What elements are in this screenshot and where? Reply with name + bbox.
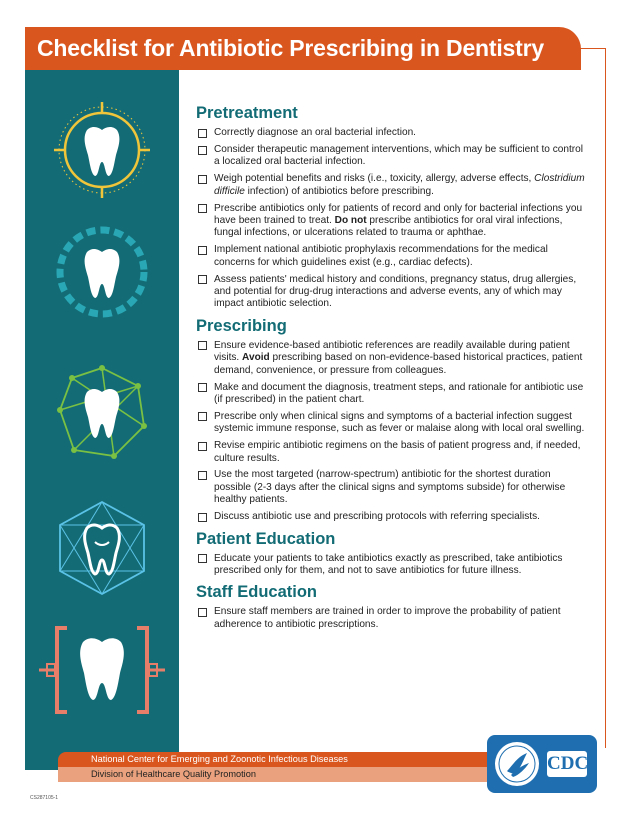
- cdc-logo-text: CDC: [547, 753, 589, 774]
- checkbox-icon: [198, 175, 207, 184]
- frame-line-top: [580, 48, 606, 49]
- checkbox-icon: [198, 513, 207, 522]
- item-text: Prescribe only when clinical signs and symptoms of a bacterial infection suggest systemic immune response, such as fever or malaise along with local oral swelling.: [214, 410, 585, 435]
- checkbox-icon: [198, 246, 207, 255]
- checkbox-icon: [198, 442, 207, 451]
- list-item: [196, 144, 588, 169]
- tooth-compass-icon: [52, 100, 152, 200]
- list-item: [196, 411, 588, 436]
- item-text: Make and document the diagnosis, treatment steps, and rationale for antibiotic use (if prescribed) in the patient chart.: [214, 381, 584, 405]
- list-item: [196, 440, 588, 465]
- list-item: [196, 469, 588, 506]
- bold-text: Do not: [334, 214, 367, 226]
- sidebar: [25, 70, 179, 770]
- list-item: [196, 511, 588, 523]
- checkbox-icon: [198, 129, 207, 138]
- section-heading: Pretreatment: [196, 104, 298, 122]
- item-text: prescribe antibiotics for oral viral infections, fungal infections, or ulcerations related to trauma or aphthae.: [214, 214, 563, 239]
- item-text: Educate your patients to take antibiotics exactly as prescribed, take antibiotics prescribed only for them, and not to save antibiotics for future illness.: [214, 552, 563, 576]
- section-pretreatment: [196, 104, 588, 311]
- list-item: [196, 553, 588, 578]
- list-item: [196, 127, 588, 139]
- checklist-content: [196, 104, 588, 637]
- item-text: Assess patients' medical history and conditions, pregnancy status, drug allergies, and potential for drug-drug interactions and adverse events, any of which may impact antibiotic selection.: [214, 273, 577, 310]
- item-text: Weigh potential benefits and risks (i.e., toxicity, allergy, adverse effects,: [214, 173, 535, 185]
- checkbox-icon: [198, 608, 207, 617]
- item-text: Implement national antibiotic prophylaxis recommendations for the medical concerns for which guidelines exist (e.g., cardiac defects).: [214, 244, 548, 268]
- list-item: [196, 203, 588, 240]
- list-item: [196, 382, 588, 407]
- cdc-logo: [487, 735, 597, 793]
- checkbox-icon: [198, 554, 207, 563]
- item-text: prescribing based on non-evidence-based historical practices, patient demand, convenience, or pressure from colleagues.: [214, 352, 583, 376]
- list-item: [196, 244, 588, 269]
- item-text: Prescribe antibiotics only for patients of record and only for bacterial infections you have been trained to treat.: [214, 202, 583, 226]
- item-text: Use the most targeted (narrow-spectrum) antibiotic for the shortest duration possible (2-3 days after the clinical signs and symptoms subside) for otherwise healthy patients.: [214, 469, 566, 506]
- checkbox-icon: [198, 204, 207, 213]
- tooth-network-icon: [52, 362, 152, 462]
- section-prescribing: [196, 317, 588, 524]
- checkbox-icon: [198, 275, 207, 284]
- list-item: [196, 274, 588, 311]
- checkbox-icon: [198, 412, 207, 421]
- document-code: CS287105-1: [30, 795, 59, 801]
- section-patient-education: [196, 530, 588, 578]
- section-heading: Staff Education: [196, 583, 318, 602]
- frame-line-right: [605, 48, 606, 748]
- item-text: Ensure staff members are trained in order to improve the probability of patient adherence to antibiotic prescriptions.: [214, 606, 561, 630]
- checkbox-icon: [198, 471, 207, 480]
- item-text: Discuss antibiotic use and prescribing protocols with referring specialists.: [214, 511, 540, 523]
- item-text: Consider therapeutic management interventions, which may be sufficient to control a localized oral bacterial infection.: [214, 143, 583, 168]
- tooth-bracket-icon: [37, 620, 167, 720]
- list-item: [196, 340, 588, 377]
- section-heading: Prescribing: [196, 316, 287, 335]
- item-text: Ensure evidence-based antibiotic references are readily available during patient visits.: [214, 339, 570, 364]
- item-text: Correctly diagnose an oral bacterial infection.: [214, 127, 416, 138]
- section-heading: Patient Education: [196, 529, 336, 548]
- list-item: [196, 173, 588, 198]
- section-staff-education: [196, 583, 588, 631]
- checkbox-icon: [198, 341, 207, 350]
- page-title: Checklist for Antibiotic Prescribing in Dentistry: [37, 35, 544, 61]
- item-text: infection) of antibiotics before prescribing.: [244, 185, 434, 197]
- checkbox-icon: [198, 146, 207, 155]
- footer-division-name: Division of Healthcare Quality Promotion: [58, 767, 488, 782]
- list-item: [196, 606, 588, 631]
- tooth-hexagon-icon: [52, 498, 152, 598]
- italic-text: Clostridium difficile: [214, 173, 585, 197]
- title-banner: [25, 27, 581, 70]
- footer-center-name: National Center for Emerging and Zoonotic Infectious Diseases: [58, 752, 488, 767]
- item-text: Revise empiric antibiotic regimens on the basis of patient progress and, if needed, culture results.: [214, 440, 581, 464]
- checkbox-icon: [198, 383, 207, 392]
- bold-text: Avoid: [242, 352, 270, 364]
- tooth-dashed-ring-icon: [52, 222, 152, 322]
